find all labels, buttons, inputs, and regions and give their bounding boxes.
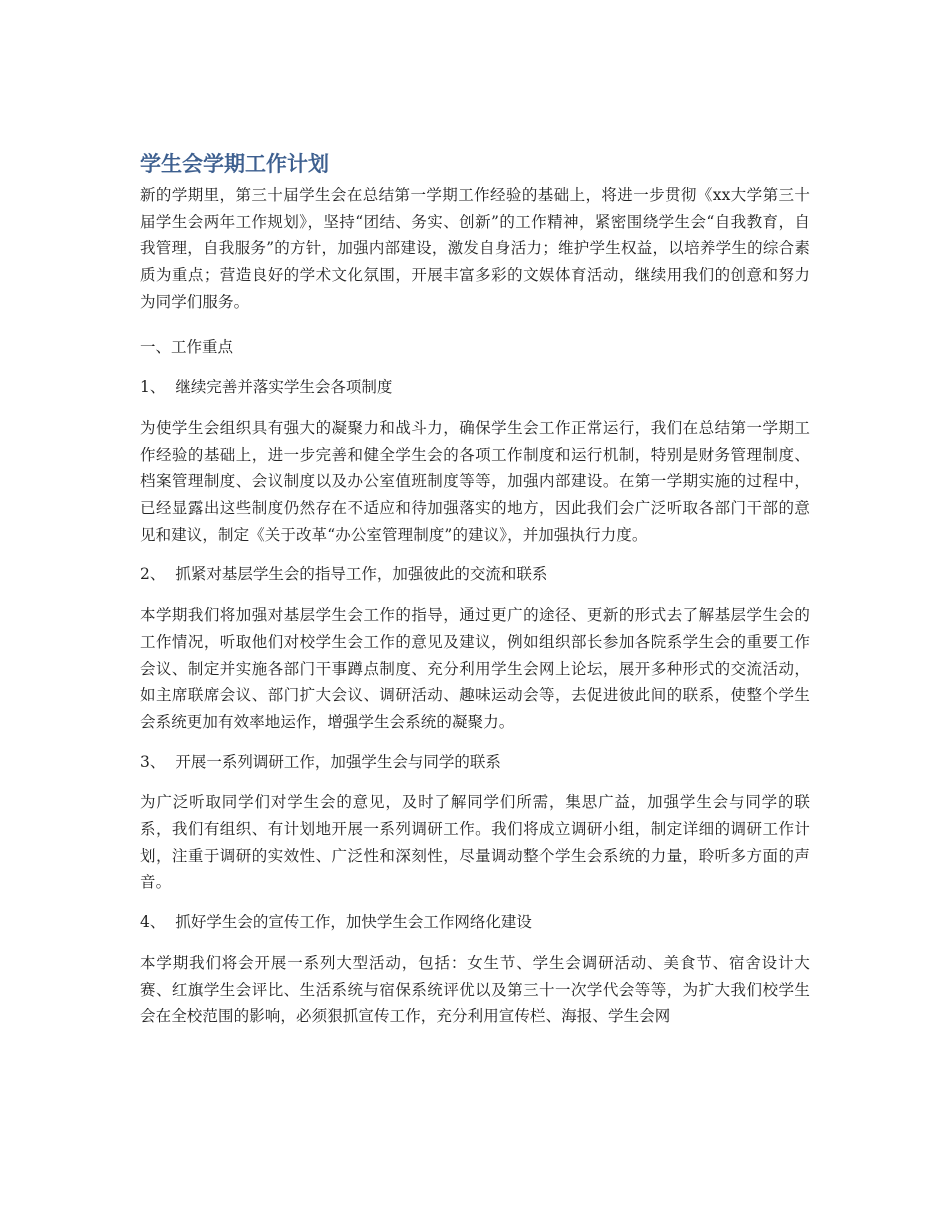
- item-heading-text: 开展一系列调研工作，加强学生会与同学的联系: [175, 752, 501, 771]
- item-4: [140, 909, 810, 1030]
- item-heading: [140, 374, 810, 401]
- document-page: [140, 150, 810, 1043]
- item-body: 为使学生会组织具有强大的凝聚力和战斗力，确保学生会工作正常运行，我们在总结第一学期工作经验的基础上，进一步完善和健全学生会的各项工作制度和运行机制，特别是财务管理制度、档案管理制度、会议制度以及办公室值班制度等等，加强内部建设。在第一学期实施的过程中，已经显露出这些制度仍然存在不适应和待加强落实的地方，因此我们会广泛听取各部门干部的意见和建议，制定《关于改革“办公室管理制度”的建议》，并加强执行力度。: [140, 418, 810, 544]
- item-heading: [140, 909, 810, 936]
- item-body: 本学期我们将加强对基层学生会工作的指导，通过更广的途径、更新的形式去了解基层学生会的工作情况，听取他们对校学生会工作的意见及建议，例如组织部长参加各院系学生会的重要工作会议、制定并实施各部门干事蹲点制度、充分利用学生会网上论坛，展开多种形式的交流活动，如主席联席会议、部门扩大会议、调研活动、趣味运动会等，去促进彼此间的联系，使整个学生会系统更加有效率地运作，增强学生会系统的凝聚力。: [140, 606, 810, 731]
- item-heading-text: 抓紧对基层学生会的指导工作，加强彼此的交流和联系: [175, 565, 548, 584]
- item-body: 本学期我们将会开展一系列大型活动，包括：女生节、学生会调研活动、美食节、宿舍设计大赛、红旗学生会评比、生活系统与宿保系统评优以及第三十一次学代会等等，为扩大我们校学生会在全校范围的影响，必须狠抓宣传工作，充分利用宣传栏、海报、学生会网: [140, 953, 810, 1026]
- item-3: [140, 749, 810, 897]
- item-2: [140, 561, 810, 735]
- item-number: 1、: [140, 378, 166, 397]
- intro-paragraph: 新的学期里，第三十届学生会在总结第一学期工作经验的基础上，将进一步贯彻《xx大学第三十届学生会两年工作规划》，坚持“团结、务实、创新”的工作精神，紧密围绕学生会“自我教育，自我管理，自我服务”的方针，加强内部建设，激发自身活力；维护学生权益，以培养学生的综合素质为重点；营造良好的学术文化氛围，开展丰富多彩的文娱体育活动，继续用我们的创意和努力为同学们服务。: [140, 186, 810, 311]
- item-1: [140, 374, 810, 548]
- item-heading-text: 继续完善并落实学生会各项制度: [175, 378, 393, 397]
- item-heading: [140, 749, 810, 776]
- document-title: 学生会学期工作计划: [140, 152, 329, 176]
- section-heading: 一、工作重点: [140, 337, 234, 356]
- item-number: 2、: [140, 565, 166, 584]
- item-heading-text: 抓好学生会的宣传工作，加快学生会工作网络化建设: [175, 913, 532, 932]
- item-heading: [140, 561, 810, 588]
- item-number: 4、: [140, 913, 166, 932]
- item-number: 3、: [140, 752, 166, 771]
- item-body: 为广泛听取同学们对学生会的意见，及时了解同学们所需，集思广益，加强学生会与同学的联系，我们有组织、有计划地开展一系列调研工作。我们将成立调研小组，制定详细的调研工作计划，注重于调研的实效性、广泛性和深刻性，尽量调动整个学生会系统的力量，聆听多方面的声音。: [140, 793, 810, 892]
